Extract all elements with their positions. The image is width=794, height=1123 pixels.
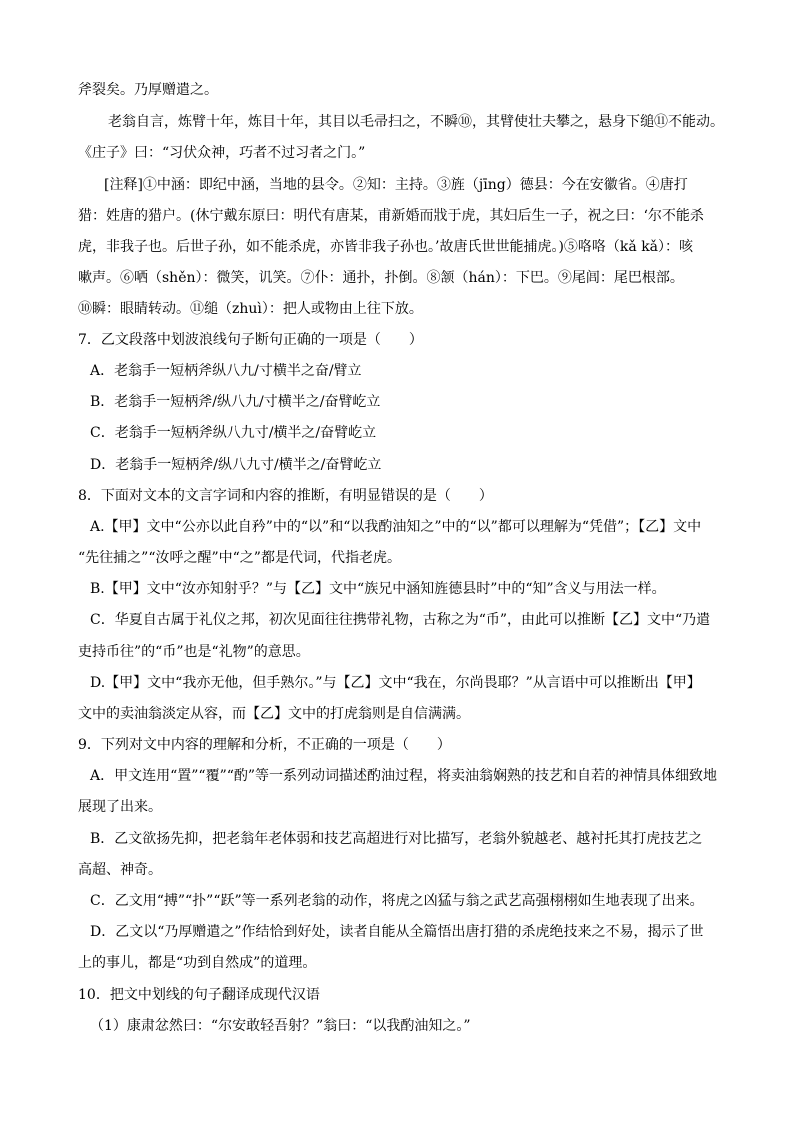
option-a: A．老翁手一短柄斧纵八九/寸横半之奋/臂立	[90, 363, 362, 379]
text-line: 虎，非我子也。后世子孙，如不能杀虎，亦皆非我子孙也。’故唐氏世世能捕虎。)⑤咯咯（kǎ kǎ）：咳	[78, 239, 694, 255]
question-7: 7．乙文段落中划波浪线句子断句正确的一项是（ ）	[78, 332, 423, 348]
text-line: 嗽声。⑥哂（shěn）：微笑，讥笑。⑦仆：通扑，扑倒。⑧颔（hán）：下巴。⑨尾闾：尾巴根部。	[78, 270, 684, 286]
option-c: C．老翁手一短柄斧纵八九寸/横半之/奋臂屹立	[90, 425, 377, 441]
option-d: D.【甲】文中“我亦无他，但手熟尔。”与【乙】文中“我在，尔尚畏耶？”从言语中可以推断出【甲】	[90, 675, 701, 691]
text-line: 高超、神奇。	[78, 862, 162, 878]
question-9: 9．下列对文中内容的理解和分析，不正确的一项是（ ）	[78, 737, 451, 753]
text-line: 文中的卖油翁淡定从容，而【乙】文中的打虎翁则是自信满满。	[78, 706, 470, 722]
text-line: 展现了出来。	[78, 799, 162, 815]
text-line: 斧裂矣。乃厚赠遣之。	[78, 82, 218, 98]
option-d: D．乙文以“乃厚赠遣之”作结恰到好处，读者自能从全篇悟出唐打猎的杀虎绝技来之不易，揭示了世	[90, 924, 704, 940]
text-line: [注释]①中涵：即纪中涵，当地的县令。②知：主持。③旌（jīng）德县：今在安徽省。④唐打	[104, 177, 688, 193]
question-8: 8．下面对文本的文言字词和内容的推断，有明显错误的是（ ）	[78, 488, 493, 504]
question-10: 10．把文中划线的句子翻译成现代汉语	[78, 987, 320, 1003]
text-line: 上的事儿，都是“功到自然成”的道理。	[78, 955, 317, 971]
option-c: C．华夏自古属于礼仪之邦，初次见面往往携带礼物，古称之为“币”，由此可以推断【乙】文中“乃遣	[90, 612, 711, 628]
text-line: “先往捕之”“汝呼之醒”中“之”都是代词，代指老虎。	[78, 550, 401, 566]
text-line: 吏持币往”的“币”也是“礼物”的意思。	[78, 644, 310, 660]
option-c: C．乙文用“搏”“扑”“跃”等一系列老翁的动作，将虎之凶猛与翁之武艺高强栩栩如生地表现了出来。	[90, 893, 704, 909]
option-a: A.【甲】文中“公亦以此自矜”中的“以”和“以我酌油知之”中的“以”都可以理解为“凭借”；【乙】文中	[90, 519, 702, 535]
text-line: 猎：姓唐的猎户。(休宁戴东原曰：明代有唐某，甫新婚而戕于虎，其妇后生一子，祝之曰：‘尔不能杀	[78, 208, 704, 224]
text-line: 老翁自言，炼臂十年，炼目十年，其目以毛帚扫之，不瞬⑩，其臂使壮夫攀之，悬身下缒⑪不能动。	[108, 114, 724, 130]
option-b: B.【甲】文中“汝亦知射乎？”与【乙】文中“族兄中涵知旌德县时”中的“知”含义与用法一样。	[90, 581, 666, 597]
option-d: D．老翁手一短柄斧/纵八九寸/横半之/奋臂屹立	[90, 457, 382, 473]
text-line: 《庄子》曰：“习伏众神，巧者不过习者之门。”	[78, 145, 366, 161]
translation-item-1: （1）康肃忿然曰：“尔安敢轻吾射？”翁曰：“以我酌油知之。”	[90, 1018, 471, 1034]
option-a: A．甲文连用“置”“覆”“酌”等一系列动词描述酌油过程，将卖油翁娴熟的技艺和自若的神情具体细致地	[90, 768, 718, 784]
text-line: ⑩瞬：眼睛转动。⑪缒（zhuì）：把人或物由上往下放。	[78, 301, 423, 317]
option-b: B．乙文欲扬先抑，把老翁年老体弱和技艺高超进行对比描写，老翁外貌越老、越衬托其打虎技艺之	[90, 831, 703, 847]
option-b: B．老翁手一短柄斧/纵八九/寸横半之/奋臂屹立	[90, 394, 381, 410]
